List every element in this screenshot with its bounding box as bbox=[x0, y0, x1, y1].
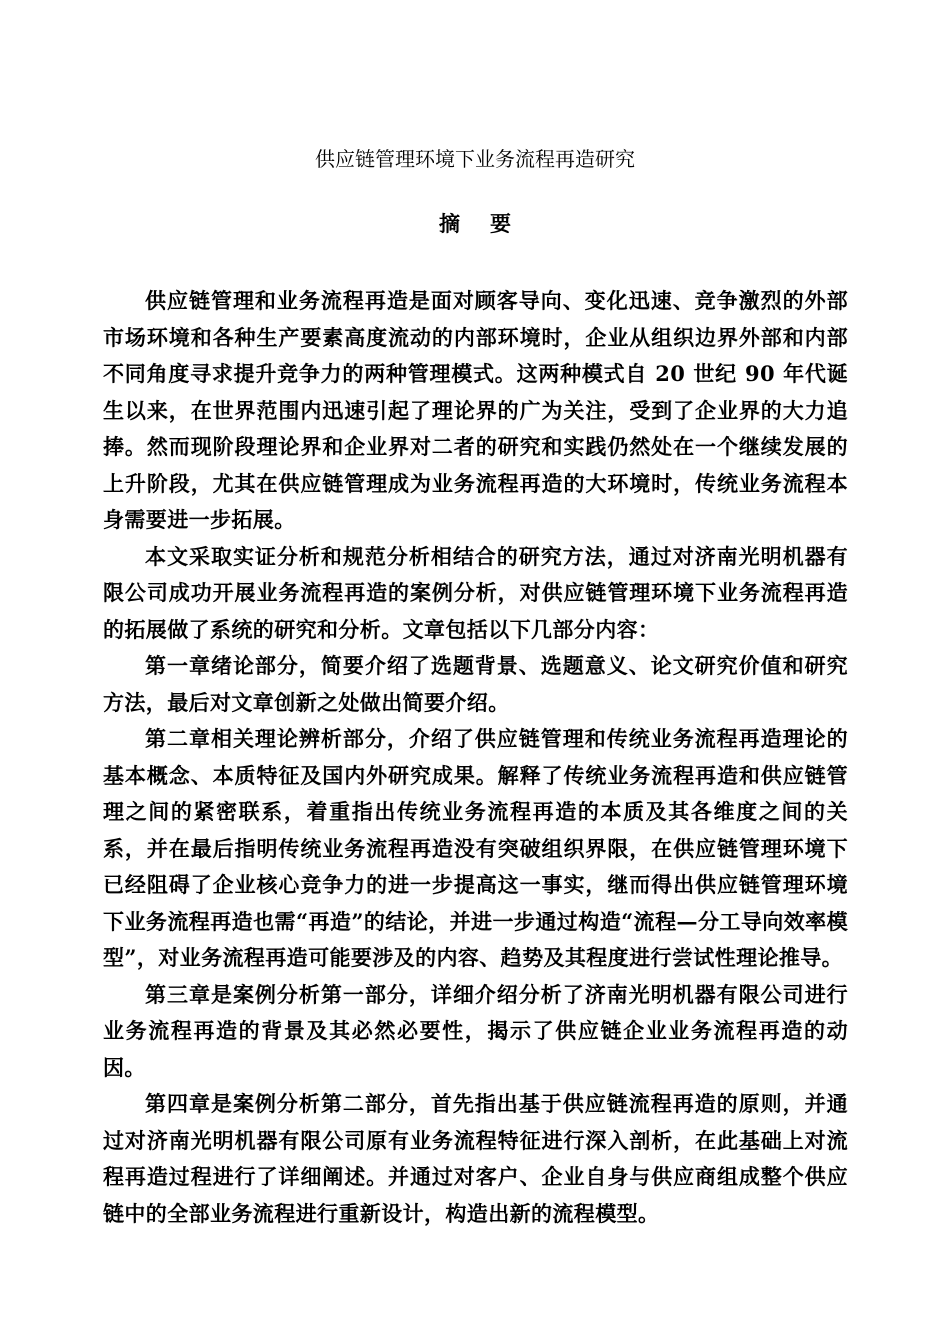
abstract-paragraph-5: 第三章是案例分析第一部分，详细介绍分析了济南光明机器有限公司进行业务流程再造的背景及其必然必要性，揭示了供应链企业业务流程再造的动因。 bbox=[103, 981, 848, 1080]
abstract-paragraph-2: 本文采取实证分析和规范分析相结合的研究方法，通过对济南光明机器有限公司成功开展业务流程再造的案例分析，对供应链管理环境下业务流程再造的拓展做了系统的研究和分析。文章包括以下几部分内容： bbox=[103, 543, 848, 642]
abstract-body bbox=[103, 283, 848, 1232]
document-title: 供应链管理环境下业务流程再造研究 bbox=[315, 147, 635, 171]
abstract-paragraph-3: 第一章绪论部分，简要介绍了选题背景、选题意义、论文研究价值和研究方法，最后对文章创新之处做出简要介绍。 bbox=[103, 653, 848, 715]
abstract-paragraph-6: 第四章是案例分析第二部分，首先指出基于供应链流程再造的原则，并通过对济南光明机器有限公司原有业务流程特征进行深入剖析，在此基础上对流程再造过程进行了详细阐述。并通过对客户、企业自身与供应商组成整个供应链中的全部业务流程进行重新设计，构造出新的流程模型。 bbox=[103, 1091, 848, 1226]
abstract-heading: 摘要 bbox=[439, 211, 541, 236]
abstract-paragraph-4: 第二章相关理论辨析部分，介绍了供应链管理和传统业务流程再造理论的基本概念、本质特征及国内外研究成果。解释了传统业务流程再造和供应链管理之间的紧密联系，着重指出传统业务流程再造的本质及其各维度之间的关系，并在最后指明传统业务流程再造没有突破组织界限，在供应链管理环境下已经阻碍了企业核心竞争力的进一步提高这一事实，继而得出供应链管理环境下业务流程再造也需“再造”的结论，并进一步通过构造“流程—分工导向效率模型”，对业务流程再造可能要涉及的内容、趋势及其程度进行尝试性理论推导。 bbox=[103, 726, 848, 970]
abstract-paragraph-1: 供应链管理和业务流程再造是面对顾客导向、变化迅速、竞争激烈的外部市场环境和各种生产要素高度流动的内部环境时，企业从组织边界外部和内部不同角度寻求提升竞争力的两种管理模式。这两种模式自 20 世纪 90 年代诞生以来，在世界范围内迅速引起了理论界的广为关注，受到了企业界的大力追捧。然而现阶段理论界和企业界对二者的研究和实践仍然处在一个继续发展的上升阶段，尤其在供应链管理成为业务流程再造的大环境时，传统业务流程本身需要进一步拓展。 bbox=[103, 288, 848, 532]
